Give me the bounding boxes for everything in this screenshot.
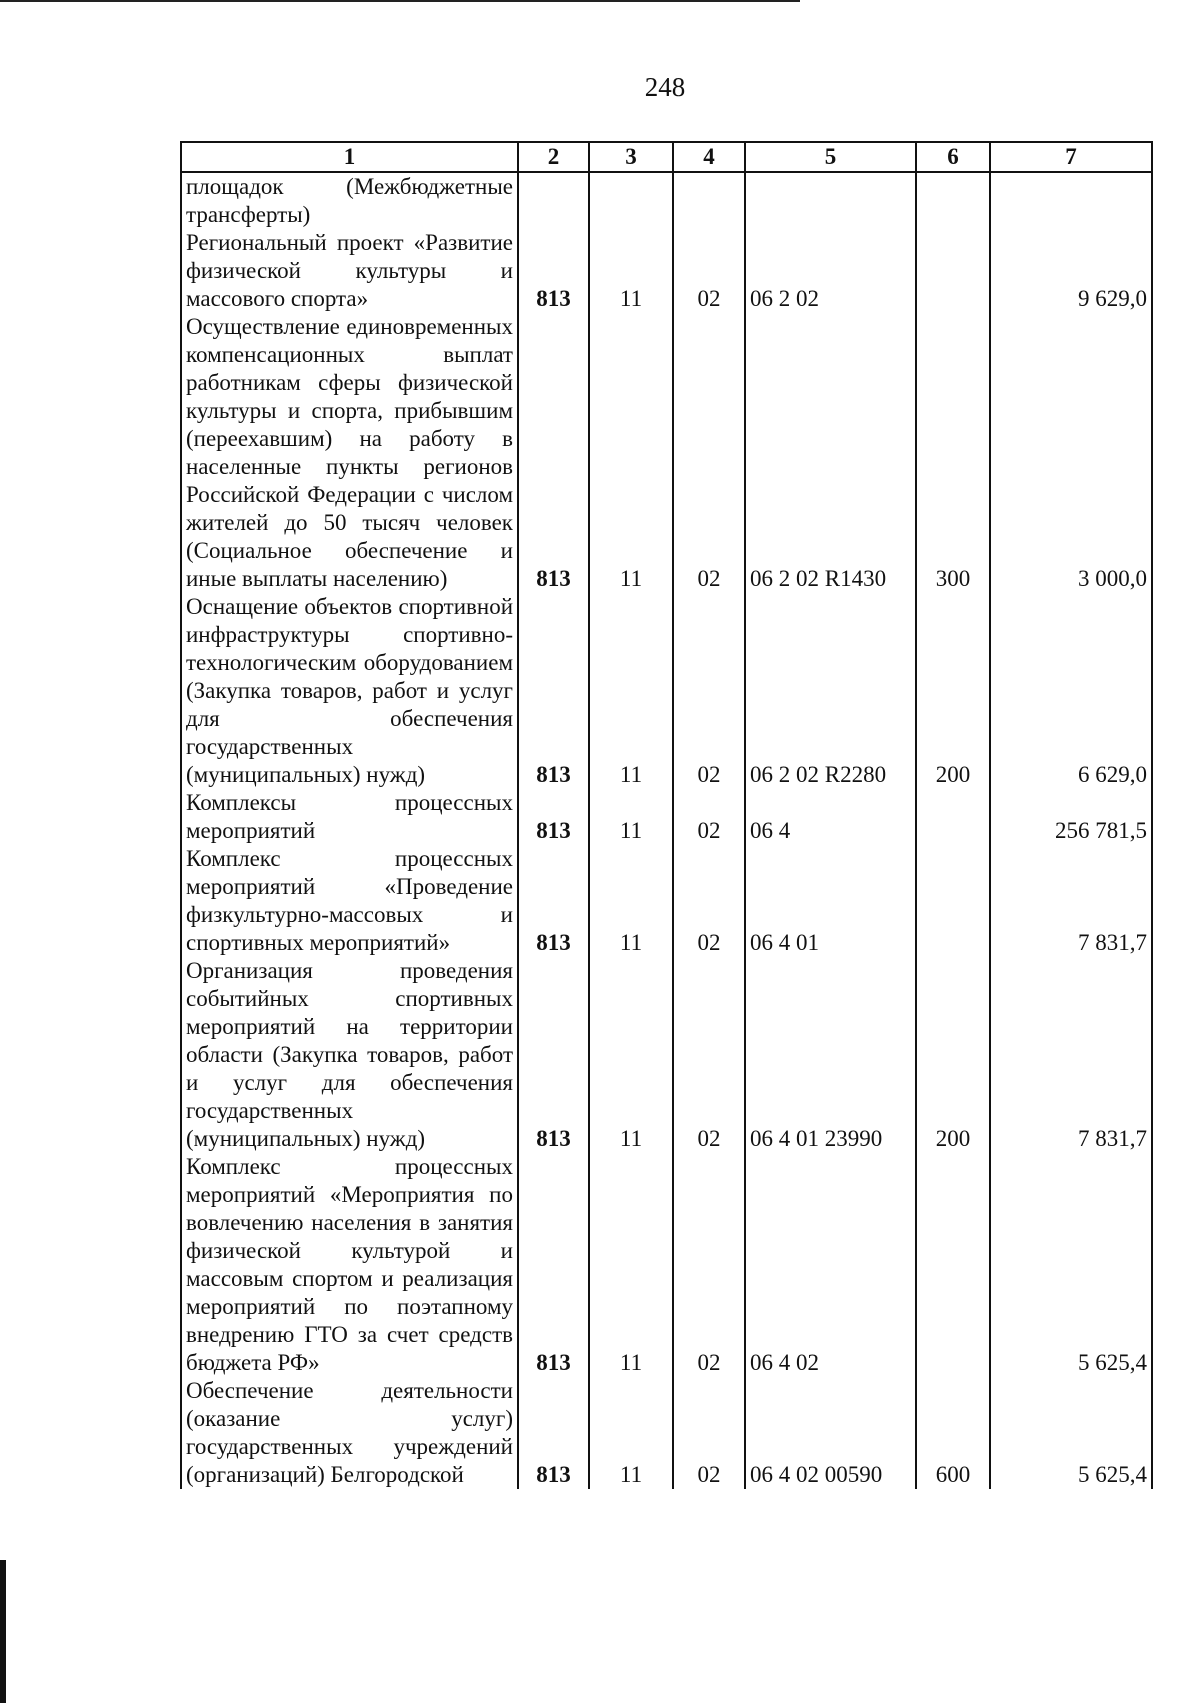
amount-value: 5 625,4 [990, 1153, 1152, 1377]
expense-type-code [916, 172, 990, 229]
section-code: 11 [589, 229, 673, 313]
column-header: 6 [916, 142, 990, 172]
section-code: 11 [589, 313, 673, 593]
target-article-code: 06 4 01 23990 [745, 957, 916, 1153]
expense-type-code: 300 [916, 313, 990, 593]
row-description: Комплексы процессных мероприятий [181, 789, 518, 845]
expense-type-code: 200 [916, 593, 990, 789]
target-article-code: 06 4 [745, 789, 916, 845]
table-row [181, 845, 1152, 957]
expense-type-code: 200 [916, 957, 990, 1153]
table-row [181, 789, 1152, 845]
row-description: Обеспечение деятельности (оказание услуг) государственных учреждений (организаций) Белгородской [181, 1377, 518, 1489]
row-description: площадок (Межбюджетные трансферты) [181, 172, 518, 229]
table-body [181, 172, 1152, 1489]
org-code: 813 [518, 845, 589, 957]
target-article-code: 06 4 02 00590 [745, 1377, 916, 1489]
table-header-row [181, 142, 1152, 172]
section-code: 11 [589, 1377, 673, 1489]
target-article-code: 06 2 02 [745, 229, 916, 313]
org-code: 813 [518, 1153, 589, 1377]
column-header: 1 [181, 142, 518, 172]
subsection-code: 02 [673, 789, 745, 845]
org-code: 813 [518, 789, 589, 845]
amount-value [990, 172, 1152, 229]
table-row [181, 229, 1152, 313]
column-header: 7 [990, 142, 1152, 172]
section-code: 11 [589, 593, 673, 789]
expense-type-code: 600 [916, 1377, 990, 1489]
subsection-code: 02 [673, 845, 745, 957]
expense-type-code [916, 845, 990, 957]
subsection-code: 02 [673, 1153, 745, 1377]
amount-value: 3 000,0 [990, 313, 1152, 593]
expense-type-code [916, 1153, 990, 1377]
org-code: 813 [518, 313, 589, 593]
budget-table [180, 141, 1153, 1489]
section-code [589, 172, 673, 229]
column-header: 2 [518, 142, 589, 172]
table-row [181, 313, 1152, 593]
expense-type-code [916, 789, 990, 845]
row-description: Оснащение объектов спортивной инфраструктуры спортивно-технологическим оборудованием (Закупка товаров, работ и услуг для обеспечения государственных (муниципальных) нужд) [181, 593, 518, 789]
subsection-code: 02 [673, 957, 745, 1153]
table-row [181, 593, 1152, 789]
amount-value: 6 629,0 [990, 593, 1152, 789]
section-code: 11 [589, 957, 673, 1153]
expense-type-code [916, 229, 990, 313]
scan-edge-bar [0, 1560, 6, 1703]
table-row [181, 957, 1152, 1153]
row-description: Осуществление единовременных компенсационных выплат работникам сферы физической культуры и спорта, прибывшим (переехавшим) на работу в населенные пункты регионов Российской Федерации с числом жителей до 50 тысяч человек (Социальное обеспечение и иные выплаты населению) [181, 313, 518, 593]
target-article-code: 06 4 01 [745, 845, 916, 957]
section-code: 11 [589, 789, 673, 845]
row-description: Комплекс процессных мероприятий «Проведение физкультурно-массовых и спортивных мероприятий» [181, 845, 518, 957]
org-code: 813 [518, 957, 589, 1153]
target-article-code [745, 172, 916, 229]
row-description: Организация проведения событийных спортивных мероприятий на территории области (Закупка товаров, работ и услуг для обеспечения государственных (муниципальных) нужд) [181, 957, 518, 1153]
target-article-code: 06 2 02 R2280 [745, 593, 916, 789]
amount-value: 9 629,0 [990, 229, 1152, 313]
subsection-code: 02 [673, 1377, 745, 1489]
section-code: 11 [589, 845, 673, 957]
org-code: 813 [518, 593, 589, 789]
table-row [181, 1153, 1152, 1377]
org-code: 813 [518, 229, 589, 313]
table-row [181, 1377, 1152, 1489]
amount-value: 7 831,7 [990, 845, 1152, 957]
column-header: 3 [589, 142, 673, 172]
subsection-code: 02 [673, 593, 745, 789]
page-number: 248 [644, 72, 686, 102]
row-description: Региональный проект «Развитие физической культуры и массового спорта» [181, 229, 518, 313]
amount-value: 5 625,4 [990, 1377, 1152, 1489]
row-description: Комплекс процессных мероприятий «Мероприятия по вовлечению населения в занятия физической культурой и массовым спортом и реализация мероприятий по поэтапному внедрению ГТО за счет средств бюджета РФ» [181, 1153, 518, 1377]
subsection-code [673, 172, 745, 229]
column-header: 4 [673, 142, 745, 172]
amount-value: 256 781,5 [990, 789, 1152, 845]
amount-value: 7 831,7 [990, 957, 1152, 1153]
column-header: 5 [745, 142, 916, 172]
target-article-code: 06 2 02 R1430 [745, 313, 916, 593]
section-code: 11 [589, 1153, 673, 1377]
target-article-code: 06 4 02 [745, 1153, 916, 1377]
table-row [181, 172, 1152, 229]
subsection-code: 02 [673, 313, 745, 593]
scan-edge-line [0, 0, 800, 2]
org-code: 813 [518, 1377, 589, 1489]
subsection-code: 02 [673, 229, 745, 313]
org-code [518, 172, 589, 229]
